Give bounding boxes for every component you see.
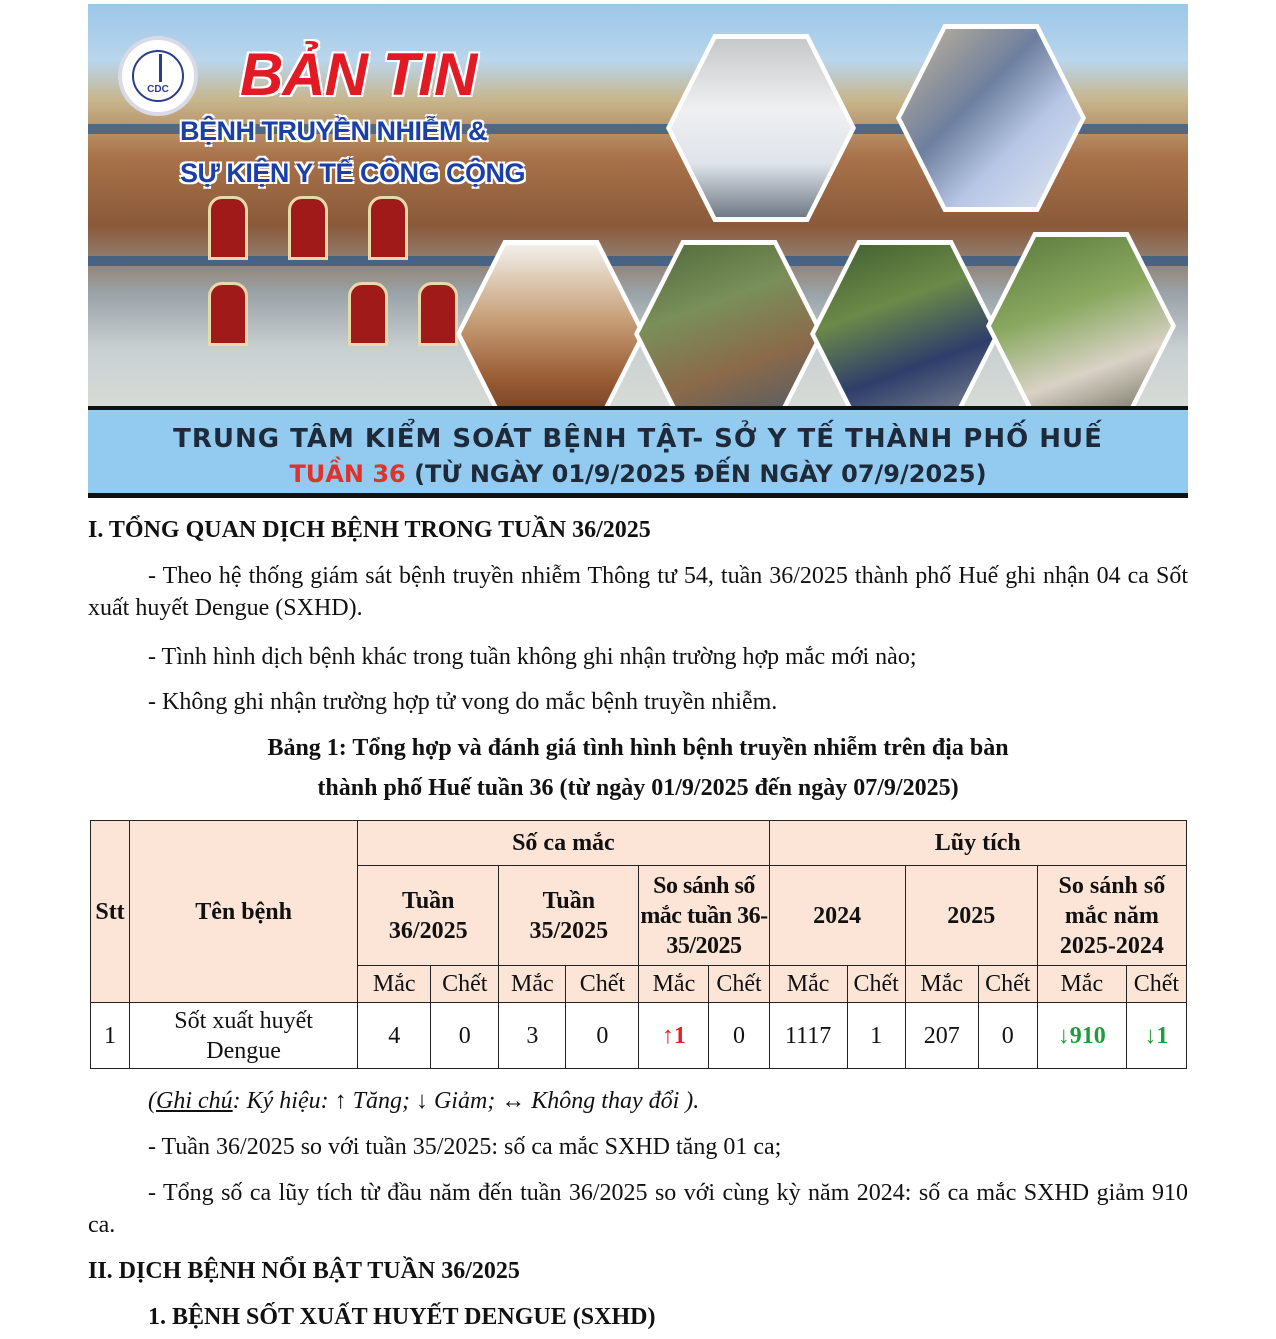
- header-compare-year: So sánh số mắc năm 2025-2024: [1037, 866, 1186, 966]
- header-stt: Stt: [91, 821, 130, 1003]
- header-compare-week: So sánh số mắc tuần 36-35/2025: [639, 866, 769, 966]
- cell-compare-week-deaths: 0: [709, 1003, 769, 1069]
- cell-w35-deaths: 0: [566, 1003, 639, 1069]
- logo-text: CDC: [147, 84, 169, 95]
- section-1-paragraph-1: - Theo hệ thống giám sát bệnh truyền nhiễm Thông tư 54, tuần 36/2025 thành phố Huế ghi nhận 04 ca Sốt xuất huyết Dengue (SXHD).: [88, 563, 1188, 621]
- cell-w36-cases: 4: [358, 1003, 431, 1069]
- bulletin-subtitle-1: BỆNH TRUYỀN NHIỄM &: [180, 116, 488, 146]
- header-year-2024: 2024: [769, 866, 905, 966]
- note-cumulative-comparison: - Tổng số ca lũy tích từ đầu năm đến tuần 36/2025 so với cùng kỳ năm 2024: số ca mắc SXHD giảm 910 ca.: [88, 1180, 1188, 1238]
- bulletin-subtitle-2: SỰ KIỆN Y TẾ CÔNG CỘNG: [180, 158, 525, 188]
- section-2-subheading: 1. BỆNH SỐT XUẤT HUYẾT DENGUE (SXHD): [148, 1304, 656, 1330]
- table-row: [91, 1003, 1187, 1069]
- photo-disinfection: [456, 240, 646, 428]
- header-week-36: Tuần 36/2025: [358, 866, 499, 966]
- disease-summary-table: [90, 820, 1187, 1069]
- sub-header-cases: Mắc: [1037, 966, 1126, 1003]
- photo-vaccination: [896, 24, 1086, 212]
- building-window: [368, 196, 408, 260]
- cell-stt: 1: [91, 1003, 130, 1069]
- sub-header-cases: Mắc: [639, 966, 709, 1003]
- bulletin-period: [88, 460, 1188, 488]
- banner-photo-collage: [88, 4, 1188, 406]
- sub-header-deaths: Chết: [431, 966, 499, 1003]
- cell-2024-cases: 1117: [769, 1003, 847, 1069]
- sub-header-deaths: Chết: [978, 966, 1037, 1003]
- header-disease-name: Tên bệnh: [130, 821, 358, 1003]
- cell-compare-week-cases: ↑1: [639, 1003, 709, 1069]
- date-range: (TỪ NGÀY 01/9/2025 ĐẾN NGÀY 07/9/2025): [414, 460, 987, 488]
- section-1-heading: I. TỔNG QUAN DỊCH BỆNH TRONG TUẦN 36/2025: [88, 517, 651, 543]
- cdc-logo: [118, 36, 198, 116]
- organization-name: TRUNG TÂM KIỂM SOÁT BỆNH TẬT- SỞ Y TẾ THÀNH PHỐ HUẾ: [173, 424, 1103, 454]
- table-caption-line-2: thành phố Huế tuần 36 (từ ngày 01/9/2025 đến ngày 07/9/2025): [317, 775, 959, 801]
- header-cumulative-group: Lũy tích: [769, 821, 1186, 866]
- sub-header-cases: Mắc: [769, 966, 847, 1003]
- week-label: TUẦN 36: [289, 460, 406, 488]
- table-legend: (Ghi chú: Ký hiệu: ↑ Tăng; ↓ Giảm; ↔ Không thay đổi ).: [148, 1088, 700, 1114]
- sub-header-deaths: Chết: [847, 966, 905, 1003]
- building-window: [348, 282, 388, 346]
- sub-header-cases: Mắc: [499, 966, 566, 1003]
- cell-2025-deaths: 0: [978, 1003, 1037, 1069]
- legend-label: Ghi chú: [156, 1088, 233, 1114]
- sub-header-deaths: Chết: [566, 966, 639, 1003]
- section-1-paragraph-3: - Không ghi nhận trường hợp tử vong do mắc bệnh truyền nhiễm.: [148, 689, 778, 715]
- section-2-heading: II. DỊCH BỆNH NỔI BẬT TUẦN 36/2025: [88, 1258, 520, 1284]
- sub-header-deaths: Chết: [709, 966, 769, 1003]
- header-year-2025: 2025: [905, 866, 1037, 966]
- building-window: [288, 196, 328, 260]
- header-week-35: Tuần 35/2025: [499, 866, 639, 966]
- cell-2025-cases: 207: [905, 1003, 978, 1069]
- cell-2024-deaths: 1: [847, 1003, 905, 1069]
- photo-field-work-1: [634, 240, 824, 428]
- sub-header-deaths: Chết: [1126, 966, 1186, 1003]
- note-weekly-comparison: - Tuần 36/2025 so với tuần 35/2025: số ca mắc SXHD tăng 01 ca;: [148, 1134, 782, 1160]
- cell-w36-deaths: 0: [431, 1003, 499, 1069]
- cell-disease-name: Sốt xuất huyết Dengue: [130, 1003, 358, 1069]
- section-1-paragraph-2: - Tình hình dịch bệnh khác trong tuần không ghi nhận trường hợp mắc mới nào;: [148, 644, 917, 670]
- cell-compare-year-cases: ↓910: [1037, 1003, 1126, 1069]
- sub-header-cases: Mắc: [358, 966, 431, 1003]
- table-header-row-1: [91, 821, 1187, 866]
- bulletin-title: BẢN TIN: [240, 41, 477, 108]
- building-window: [208, 282, 248, 346]
- cell-w35-cases: 3: [499, 1003, 566, 1069]
- cell-compare-year-deaths: ↓1: [1126, 1003, 1186, 1069]
- table-caption-line-1: Bảng 1: Tổng hợp và đánh giá tình hình bệnh truyền nhiễm trên địa bàn: [267, 735, 1009, 761]
- sub-header-cases: Mắc: [905, 966, 978, 1003]
- banner-footer-band: [88, 406, 1188, 498]
- photo-field-work-2: [810, 240, 1000, 428]
- header-cases-group: Số ca mắc: [358, 821, 769, 866]
- bulletin-banner: [88, 4, 1188, 498]
- building-window: [208, 196, 248, 260]
- photo-medical-team: [666, 34, 856, 222]
- building-window: [418, 282, 458, 346]
- caduceus-icon: [159, 54, 162, 82]
- legend-text: : Ký hiệu: ↑ Tăng; ↓ Giảm; ↔ Không thay đổi ).: [232, 1088, 700, 1114]
